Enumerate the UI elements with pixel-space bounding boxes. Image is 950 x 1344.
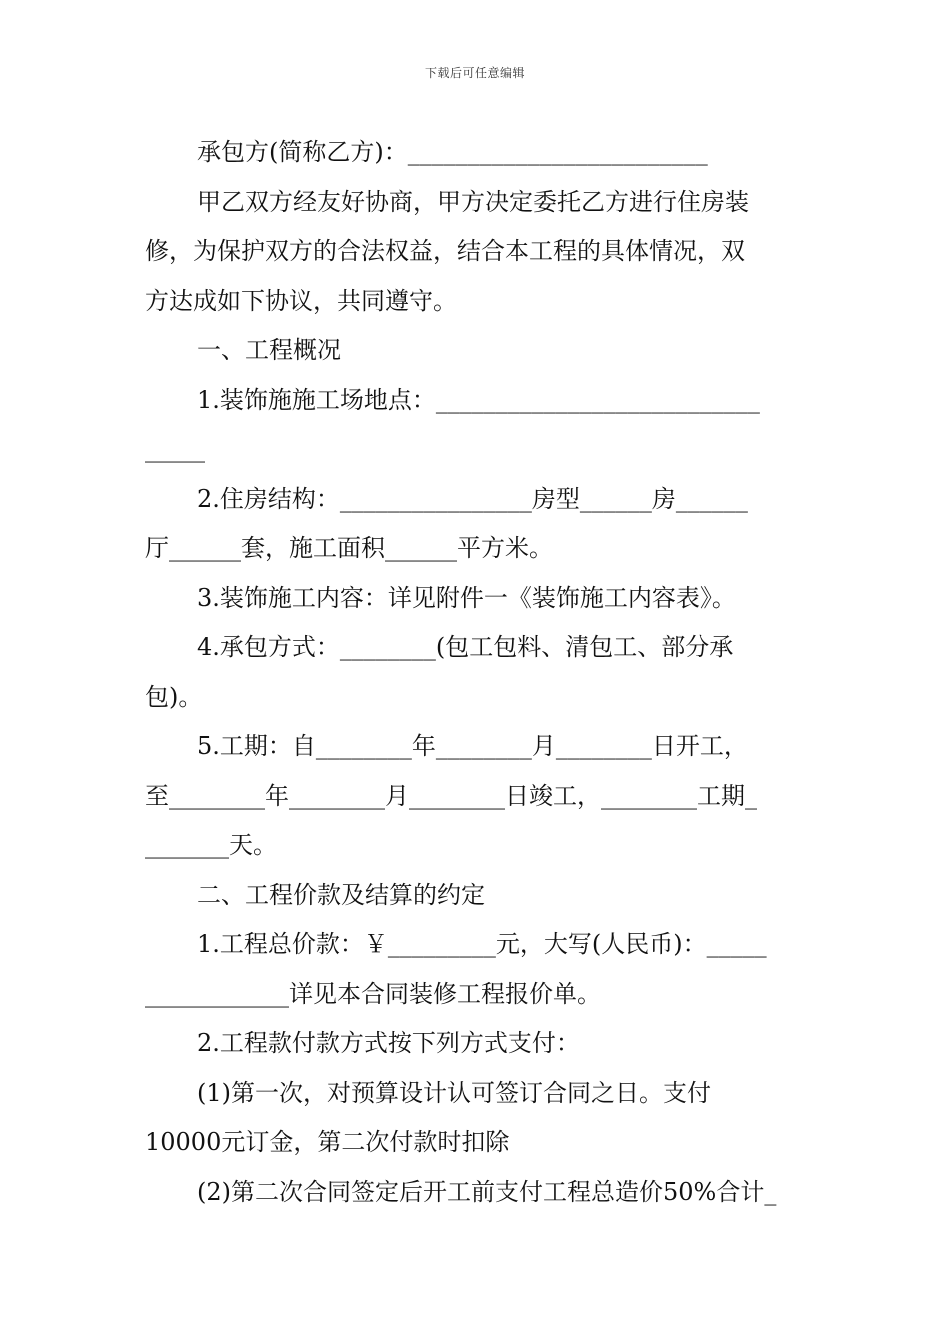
- contract-line: _______天。: [145, 831, 277, 859]
- contract-line: 包)。: [145, 682, 203, 711]
- contract-line: _____: [145, 435, 205, 463]
- contract-line: 承包方(简称乙方)：_________________________: [197, 138, 708, 166]
- contract-line: 一、工程概况: [197, 336, 341, 364]
- contract-line: 1.装饰施施工场地点：___________________________: [197, 385, 760, 414]
- contract-line: 方达成如下协议，共同遵守。: [145, 286, 457, 315]
- contract-line: (2)第二次合同签定后开工前支付工程总造价50%合计_: [197, 1177, 777, 1206]
- contract-line: (1)第一次，对预算设计认可签订合同之日。支付: [197, 1078, 711, 1107]
- contract-line: 2.工程款付款方式按下列方式支付：: [197, 1029, 580, 1057]
- contract-line: 二、工程价款及结算的约定: [197, 880, 485, 909]
- contract-line: 3.装饰施工内容：详见附件一《装饰施工内容表》。: [197, 583, 736, 612]
- contract-line: ____________详见本合同装修工程报价单。: [145, 979, 601, 1008]
- contract-line: 至________年________月________日竣工，________工期_: [145, 781, 757, 810]
- contract-line: 厅______套，施工面积______平方米。: [145, 534, 553, 562]
- contract-line: 10000元订金，第二次付款时扣除: [145, 1128, 510, 1156]
- page-header-note: 下载后可任意编辑: [424, 66, 525, 80]
- contract-line: 5.工期：自________年________月________日开工，: [197, 732, 748, 760]
- contract-line: 甲乙双方经友好协商，甲方决定委托乙方进行住房装: [197, 187, 749, 216]
- contract-line: 4.承包方式：________(包工包料、清包工、部分承: [197, 633, 734, 661]
- contract-body: [145, 128, 807, 1217]
- contract-line: 2.住房结构：________________房型______房______: [197, 484, 748, 513]
- contract-line: 修，为保护双方的合法权益，结合本工程的具体情况，双: [145, 237, 745, 265]
- contract-line: 1.工程总价款：￥_________元，大写(人民币)：_____: [197, 930, 767, 958]
